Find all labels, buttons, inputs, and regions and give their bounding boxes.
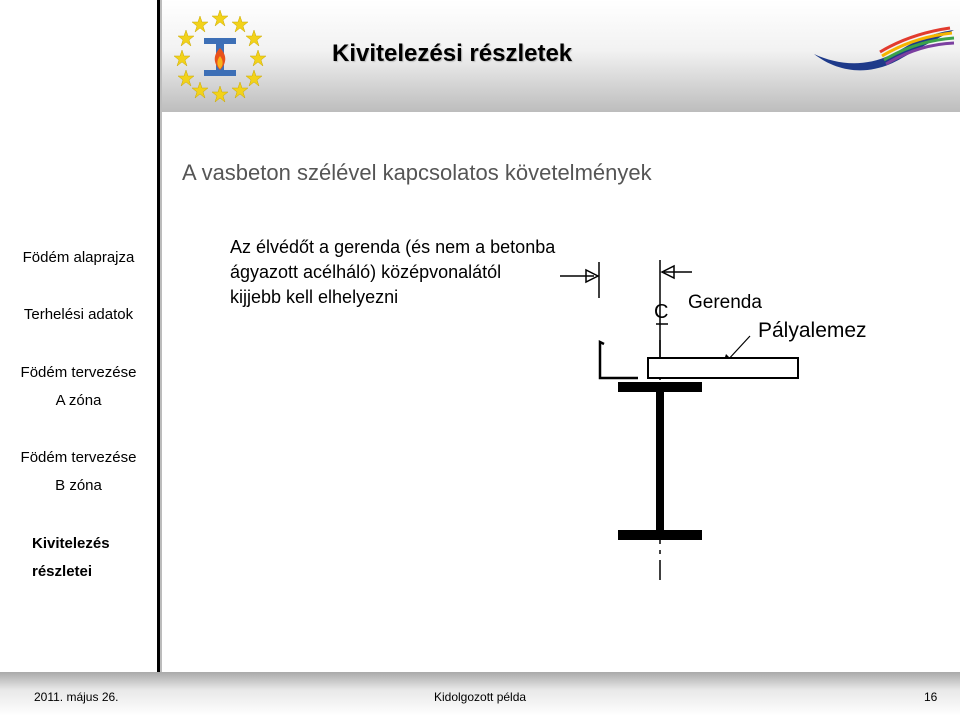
sidebar-item-label: A zóna [55, 392, 102, 409]
edge-trim-angle [600, 342, 638, 378]
sidebar-item-label: Kivitelezés [32, 535, 110, 552]
beam-label: Gerenda [688, 292, 762, 313]
footer-center-text: Kidolgozott példa [434, 690, 527, 704]
beam-top-flange [618, 382, 702, 392]
sidebar-divider-shadow [160, 0, 162, 672]
sidebar-item-terhelesi-adatok[interactable] [0, 301, 157, 329]
sidebar-item-label: Födém tervezése [20, 449, 137, 466]
leonardo-swoosh-logo-icon [810, 24, 956, 86]
header [0, 0, 960, 112]
sidebar-item-label: részletei [32, 563, 93, 580]
beam-bottom-flange [618, 530, 702, 540]
slab-label: Pályalemez [758, 319, 867, 342]
sidebar-item-label: B zóna [55, 477, 102, 494]
sidebar-item-fodem-alaprajza[interactable] [0, 244, 157, 272]
slab-plate [648, 358, 798, 378]
sidebar-item-kivitelezes-reszletei[interactable] [0, 530, 157, 586]
sidebar-item-fodem-tervezese-b[interactable] [0, 444, 157, 500]
eu-stars-logo-icon [170, 8, 270, 104]
paragraph-line: kijjebb kell elhelyezni [230, 287, 399, 307]
sidebar-item-label: Födém alaprajza [22, 249, 135, 266]
centerline-label: C [654, 301, 669, 323]
beam-web [656, 392, 664, 530]
paragraph-line: ágyazott acélháló) középvonalától [230, 262, 502, 282]
paragraph-line: Az élvédőt a gerenda (és nem a betonba [230, 237, 556, 257]
slide-subtitle: A vasbeton szélével kapcsolatos követelmények [182, 160, 652, 185]
sidebar-item-label: Födém tervezése [20, 364, 137, 381]
sidebar-item-fodem-tervezese-a[interactable] [0, 359, 157, 415]
footer-date: 2011. május 26. [34, 690, 119, 704]
sidebar-item-label: Terhelési adatok [23, 306, 134, 323]
page-number: 16 [924, 690, 938, 704]
header-title: Kivitelezési részletek [332, 40, 573, 67]
edge-detail-diagram [560, 250, 960, 590]
